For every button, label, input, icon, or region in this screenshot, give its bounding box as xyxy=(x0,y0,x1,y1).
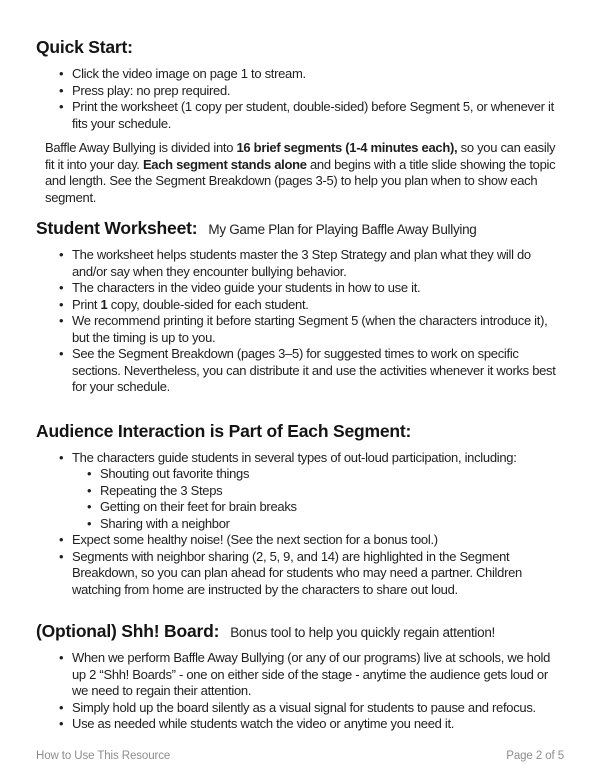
sub-bullet-text: Sharing with a neighbor xyxy=(100,515,230,531)
section-subtitle: My Game Plan for Playing Baffle Away Bullying xyxy=(208,222,477,237)
bullet-text xyxy=(72,99,554,131)
bullet-item xyxy=(36,346,564,396)
bold-text-run: 1 xyxy=(100,296,108,312)
bullet-list xyxy=(36,450,564,599)
sub-bullet-item xyxy=(72,483,564,500)
bullet-item xyxy=(36,297,564,314)
section-heading-row xyxy=(36,36,564,58)
text-run: When we perform Baffle Away Bullying (or any of our programs) live at schools, we hold up 2 “Shh! Boards” - one on either side of the stage - anytime the audience gets loud or we need to regain their attention. xyxy=(72,650,551,698)
sub-bullet-text: Getting on their feet for brain breaks xyxy=(100,499,297,514)
section-heading-row xyxy=(36,420,564,442)
text-run: See the Segment Breakdown (pages 3–5) for suggested times to work on specific sections. Nevertheless, you can distribute it and use the activities whenever it works best for your schedule. xyxy=(72,346,556,394)
sub-bullet-text: Shouting out favorite things xyxy=(100,466,250,481)
section-shh-board xyxy=(36,620,564,733)
bullet-item xyxy=(36,549,564,599)
bullet-list xyxy=(36,66,564,132)
text-run: Print xyxy=(72,296,101,312)
bullet-item xyxy=(36,247,564,280)
bullet-item xyxy=(36,99,564,132)
sub-bullet-item xyxy=(72,516,564,533)
section-heading: Quick Start: xyxy=(36,37,133,57)
bullet-text xyxy=(72,450,517,465)
sub-bullet-item xyxy=(72,499,564,516)
body-paragraph xyxy=(45,140,564,206)
bullet-item xyxy=(36,700,564,717)
text-run: and begins with a title slide showing the topic and length. See the Segment Breakdown (pages 3-5) to help you plan when to show each segment. xyxy=(45,156,556,205)
bullet-text xyxy=(72,83,230,98)
text-run: Expect some healthy noise! (See the next section for a bonus tool.) xyxy=(72,532,438,547)
text-run: Press play: no prep required. xyxy=(72,82,231,98)
bullet-list xyxy=(36,650,564,733)
document-content xyxy=(36,36,564,733)
sub-bullet-text: Repeating the 3 Steps xyxy=(100,482,223,498)
bullet-text xyxy=(72,650,550,698)
footer-page-number: Page 2 of 5 xyxy=(506,750,564,762)
text-run: Use as needed while students watch the video or anytime you need it. xyxy=(72,716,455,731)
bold-text-run: Each segment stands alone xyxy=(142,156,307,172)
page-footer xyxy=(36,749,564,763)
bullet-text xyxy=(72,549,522,597)
footer-doc-title: How to Use This Resource xyxy=(36,750,171,762)
bullet-text xyxy=(72,280,420,295)
bullet-list xyxy=(36,247,564,396)
bullet-item xyxy=(36,83,564,100)
section-heading: Audience Interaction is Part of Each Segment: xyxy=(36,420,412,441)
text-run: Simply hold up the board silently as a visual signal for students to pause and refocus. xyxy=(72,699,536,715)
text-run: copy, double-sided for each student. xyxy=(107,296,309,312)
bold-text-run: 16 brief segments (1-4 minutes each), xyxy=(236,140,458,155)
bullet-text xyxy=(72,66,306,81)
text-run: Print the worksheet (1 copy per student, double-sided) before Segment 5, or whenever it fits your schedule. xyxy=(72,99,554,131)
text-run: The characters guide students in several types of out-loud participation, including: xyxy=(72,449,517,465)
bullet-text xyxy=(72,700,536,715)
bullet-text xyxy=(72,532,438,547)
text-run: We recommend printing it before starting Segment 5 (when the characters introduce it), but the timing is up to you. xyxy=(72,313,548,345)
bullet-text xyxy=(72,313,547,345)
section-audience-interaction xyxy=(36,420,564,599)
bullet-item xyxy=(36,532,564,549)
text-run: The characters in the video guide your students in how to use it. xyxy=(72,280,421,295)
bullet-item xyxy=(36,313,564,346)
bullet-item xyxy=(36,66,564,83)
bullet-text xyxy=(72,346,556,394)
text-run: Click the video image on page 1 to stream. xyxy=(72,66,306,81)
bullet-item xyxy=(36,716,564,733)
section-heading: (Optional) Shh! Board: xyxy=(36,621,220,641)
bullet-item xyxy=(36,280,564,297)
text-run: so you can easily fit it into your day. xyxy=(45,140,556,172)
bullet-text xyxy=(72,716,454,731)
bullet-text xyxy=(72,297,309,312)
sub-bullet-list xyxy=(72,466,564,532)
text-run: The worksheet helps students master the 3 Step Strategy and plan what they will do and/or say when they encounter bullying behavior. xyxy=(72,247,531,279)
bullet-item xyxy=(36,450,564,533)
text-run: Baffle Away Bullying is divided into xyxy=(45,140,237,155)
text-run: Segments with neighbor sharing (2, 5, 9, and 14) are highlighted in the Segment Breakdown, so you can plan ahead for students who may need a partner. Children watching from home are instructed by the characters to share out loud. xyxy=(72,548,522,597)
sub-bullet-item xyxy=(72,466,564,483)
section-heading: Student Worksheet: xyxy=(36,218,198,238)
section-subtitle: Bonus tool to help you quickly regain attention! xyxy=(230,625,496,640)
section-quick-start xyxy=(36,36,564,206)
bullet-item xyxy=(36,650,564,700)
section-student-worksheet xyxy=(36,217,564,396)
bullet-text xyxy=(72,247,531,279)
section-heading-row xyxy=(36,620,564,642)
section-heading-row xyxy=(36,217,564,239)
